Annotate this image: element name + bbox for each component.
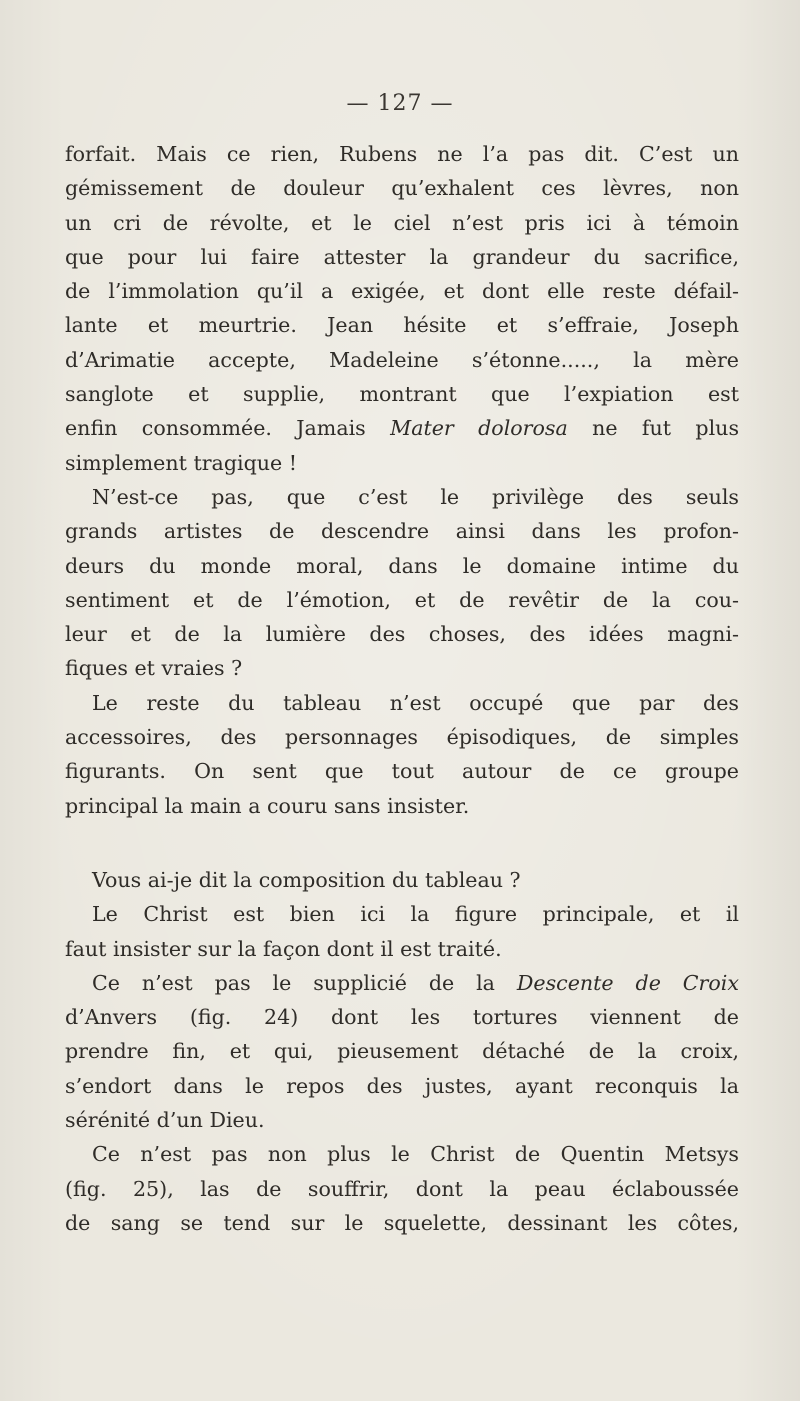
text-line: Le Christ est bien ici la figure principale, et il bbox=[92, 902, 739, 927]
text-line: accessoires, des personnages épisodiques, de simples bbox=[65, 725, 739, 750]
text-line: grands artistes de descendre ainsi dans les profon- bbox=[65, 519, 739, 544]
text-line: fiques et vraies ? bbox=[65, 656, 243, 681]
body-text bbox=[65, 137, 739, 1240]
text-line: sérénité d’un Dieu. bbox=[65, 1108, 265, 1133]
text-segment: ne fut plus bbox=[592, 416, 739, 441]
text-line: de sang se tend sur le squelette, dessinant les côtes, bbox=[65, 1210, 739, 1235]
text-line: Le reste du tableau n’est occupé que par des bbox=[92, 690, 739, 715]
text-line: s’endort dans le repos des justes, ayant reconquis la bbox=[65, 1073, 739, 1098]
text-line: figurants. On sent que tout autour de ce groupe bbox=[65, 759, 739, 784]
text-line: d’Arimatie accepte, Madeleine s’étonne....., la mère bbox=[65, 347, 739, 372]
text-line: sentiment et de l’émotion, et de revêtir de la cou- bbox=[65, 587, 739, 612]
paragraph-gap bbox=[65, 823, 739, 863]
text-line: Vous ai-je dit la composition du tableau ? bbox=[92, 867, 521, 892]
text-line: deurs du monde moral, dans le domaine intime du bbox=[65, 553, 739, 578]
text-line: un cri de révolte, et le ciel n’est pris ici à témoin bbox=[65, 210, 739, 235]
text-line: forfait. Mais ce rien, Rubens ne l’a pas dit. C’est un bbox=[65, 142, 739, 166]
text-line: gémissement de douleur qu’exhalent ces lèvres, non bbox=[65, 176, 739, 201]
text-line: leur et de la lumière des choses, des idées magni- bbox=[65, 622, 739, 647]
text-line-with-italic bbox=[65, 411, 739, 445]
text-line: Ce n’est pas non plus le Christ de Quentin Metsys bbox=[92, 1142, 739, 1167]
text-line: faut insister sur la façon dont il est traité. bbox=[65, 936, 502, 961]
italic-title: Descente de Croix bbox=[516, 970, 739, 995]
text-line: principal la main a couru sans insister. bbox=[65, 793, 470, 818]
text-line: que pour lui faire attester la grandeur du sacrifice, bbox=[65, 244, 739, 269]
text-line: sanglote et supplie, montrant que l’expiation est bbox=[65, 382, 739, 407]
text-line: d’Anvers (fig. 24) dont les tortures viennent de bbox=[65, 1005, 739, 1030]
text-line: simplement tragique ! bbox=[65, 450, 298, 475]
text-segment: Ce n’est pas le supplicié de la bbox=[92, 970, 495, 995]
text-line-with-italic bbox=[65, 966, 739, 1000]
text-line: N’est-ce pas, que c’est le privilège des seuls bbox=[92, 484, 739, 509]
italic-title: Mater dolorosa bbox=[390, 416, 568, 441]
text-line: lante et meurtrie. Jean hésite et s’effraie, Joseph bbox=[65, 313, 739, 338]
text-line: (fig. 25), las de souffrir, dont la peau éclaboussée bbox=[65, 1176, 739, 1201]
text-line: prendre fin, et qui, pieusement détaché de la croix, bbox=[65, 1039, 739, 1064]
text-segment: enfin consommée. Jamais bbox=[65, 416, 366, 441]
text-line: de l’immolation qu’il a exigée, et dont elle reste défail- bbox=[65, 279, 739, 304]
page-number: — 127 — bbox=[346, 91, 454, 116]
